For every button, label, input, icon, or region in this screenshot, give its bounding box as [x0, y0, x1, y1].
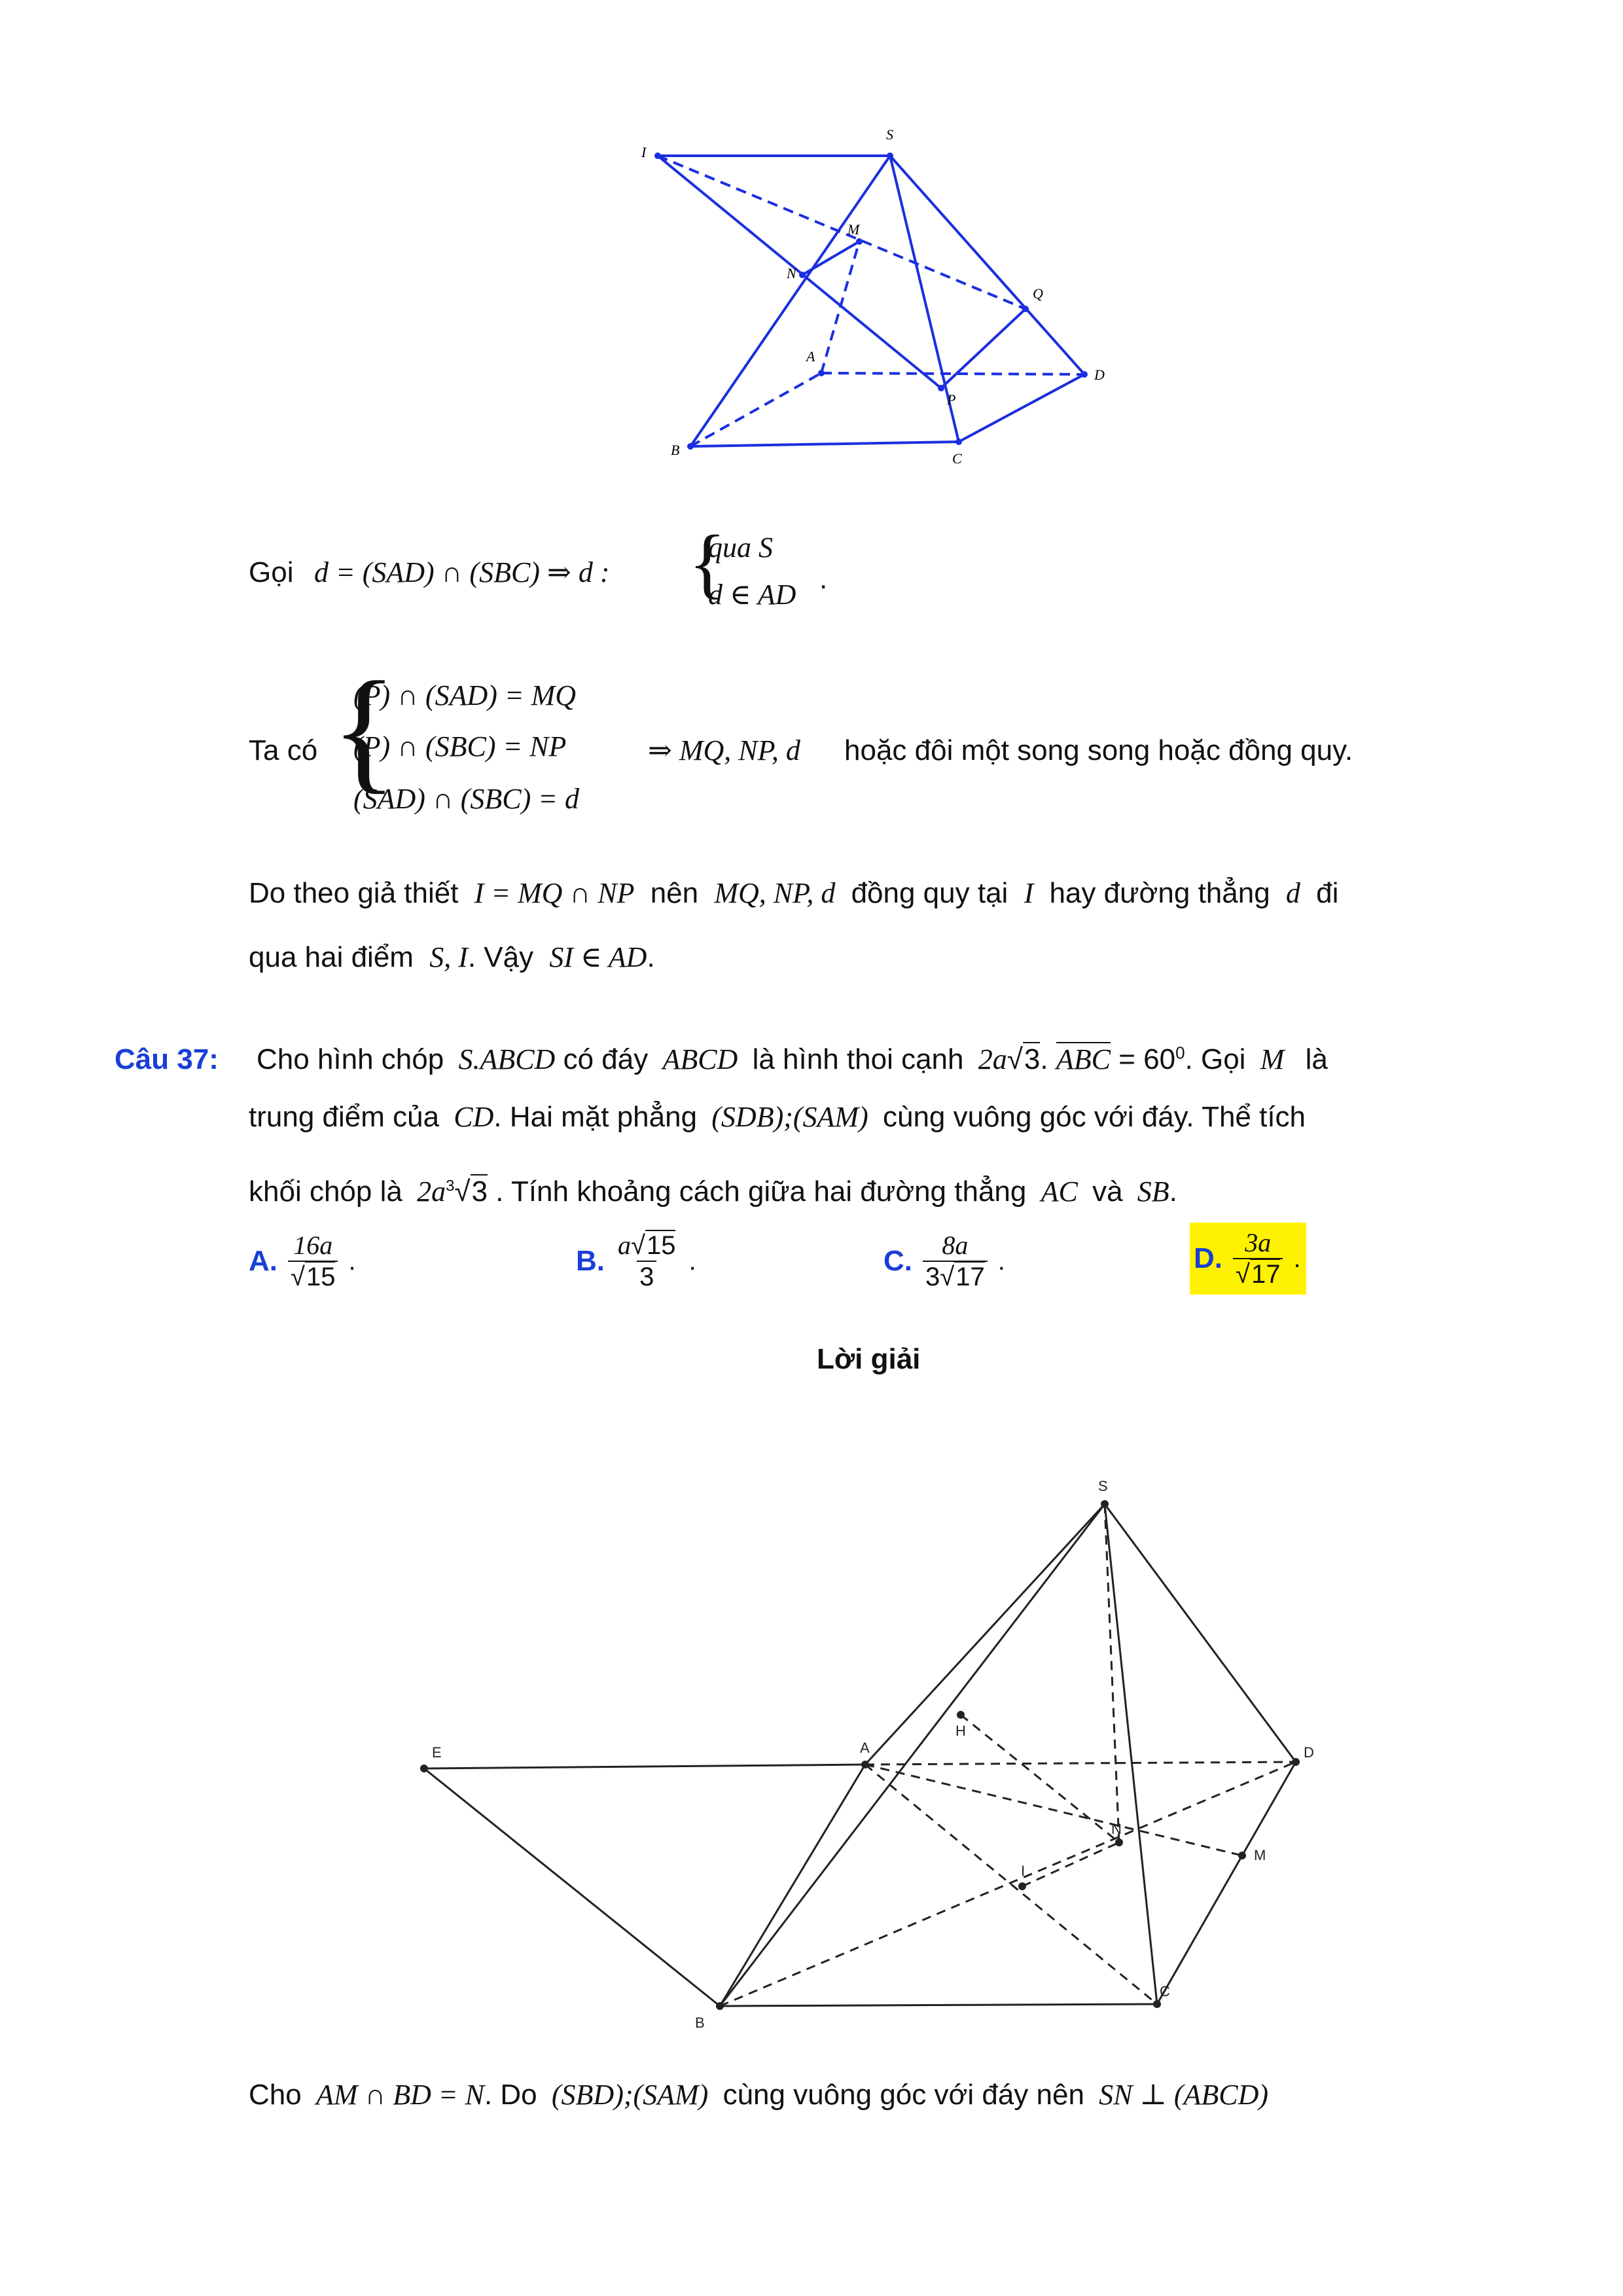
option-c-dot: . — [997, 1247, 1005, 1276]
solution-title: Lời giải — [817, 1343, 921, 1375]
fig2-edge-EA — [424, 1765, 865, 1768]
option-a-den: √15 — [288, 1261, 338, 1292]
step-3-text-2c: . Vậy — [467, 941, 534, 973]
step-2-row-1: (P) ∩ (SAD) = MQ — [353, 679, 577, 711]
q-text-j: = 60 — [1118, 1043, 1176, 1075]
option-d-num: 3a — [1245, 1228, 1272, 1257]
label-D: D — [1094, 367, 1105, 383]
step-3-text-c: nên — [650, 877, 699, 909]
step-2-brace: { — [331, 654, 397, 806]
fig2-edge-AM — [865, 1765, 1242, 1856]
option-a-num: 16a — [293, 1230, 333, 1260]
step-3-text-2e: . — [647, 941, 655, 973]
fig2-edge-EB — [424, 1768, 720, 2006]
option-a-dot: . — [348, 1247, 356, 1276]
step-3-line-2 — [249, 939, 655, 976]
bottom-text-a: Cho — [249, 2079, 302, 2111]
step-3-math-h: d — [1285, 877, 1300, 909]
figure-1-pyramid — [622, 118, 1158, 484]
label-P: P — [947, 391, 956, 408]
q-math-d: ABCD — [662, 1043, 738, 1075]
step-3-math-d: MQ, NP, d — [714, 877, 836, 909]
step-1-brace: { — [688, 519, 726, 606]
option-a-den-rad: 15 — [306, 1263, 336, 1291]
fig2-label-M: M — [1254, 1847, 1266, 1863]
bottom-math-d: (SBD);(SAM) — [551, 2079, 709, 2111]
q-sqrt-sign-2: √ — [454, 1175, 471, 1208]
step-1-prefix: Gọi — [249, 556, 294, 588]
step-1-case-2: d ∈ AD — [708, 579, 796, 611]
option-d-letter: D. — [1194, 1242, 1222, 1274]
step-3-math-2b: S, I — [429, 941, 468, 973]
step-3-text-a: Do theo giả thiết — [249, 877, 459, 909]
step-1-end: . — [819, 563, 828, 595]
option-c-num: 8a — [942, 1230, 969, 1260]
option-a[interactable] — [249, 1230, 356, 1292]
fig2-edge-SB — [720, 1504, 1105, 2006]
fig2-label-D: D — [1304, 1744, 1314, 1761]
q-text-2a: trung điểm của — [249, 1101, 440, 1133]
edge-BA — [690, 373, 821, 446]
step-3-math-b: I = MQ ∩ NP — [474, 877, 635, 909]
step-1-lhs: d = (SAD) ∩ (SBC) ⇒ d : — [314, 556, 610, 588]
edge-IQ — [658, 156, 1026, 309]
step-2-implies: ⇒ MQ, NP, d — [648, 734, 800, 766]
step-2-row-2: (P) ∩ (SBC) = NP — [353, 730, 567, 762]
q-math-3b: 2a — [417, 1175, 446, 1208]
fig2-label-I: I — [1021, 1863, 1026, 1879]
q-text-c: có đáy — [563, 1043, 649, 1075]
fig2-label-B: B — [695, 2015, 705, 2031]
q-text-3i: . — [1169, 1175, 1177, 1208]
option-b-fraction — [615, 1230, 678, 1292]
q-math-m: M — [1260, 1043, 1285, 1075]
q-math-2d: (SDB);(SAM) — [711, 1101, 868, 1133]
q-math-2b: CD — [454, 1101, 494, 1133]
q-sqrt-3d: 3 — [471, 1175, 488, 1208]
q-exp-3c: 3 — [446, 1177, 455, 1195]
step-3-text-i: đi — [1316, 877, 1339, 909]
fig2-label-N: N — [1111, 1821, 1122, 1837]
option-b-num-rad: 15 — [646, 1231, 676, 1260]
fig2-edge-SA — [865, 1504, 1105, 1765]
q-text-2e: cùng vuông góc với đáy. Thể tích — [882, 1101, 1306, 1133]
q-angle-abc: ABC — [1056, 1043, 1111, 1075]
step-3-line-1 — [249, 874, 1338, 912]
label-A: A — [806, 348, 815, 365]
option-b-num-wrap: a√15 — [618, 1230, 676, 1260]
question-line-2 — [249, 1098, 1306, 1136]
bottom-text-c: . Do — [484, 2079, 537, 2111]
figure-2-pyramid — [393, 1460, 1361, 2049]
fig2-label-A: A — [860, 1740, 870, 1756]
q-degree: 0 — [1175, 1043, 1185, 1063]
edge-SD — [890, 156, 1084, 374]
step-3-text-g: hay đường thẳng — [1049, 877, 1270, 909]
step-2-row-3: (SAD) ∩ (SBC) = d — [353, 783, 579, 815]
fig2-edge-CD — [1157, 1762, 1296, 2004]
label-I: I — [641, 144, 647, 160]
option-b-dot: . — [688, 1247, 696, 1276]
q-sqrt-sign: √ — [1007, 1043, 1023, 1075]
option-a-fraction — [288, 1230, 338, 1292]
option-c-fraction — [923, 1230, 988, 1292]
option-d[interactable] — [1190, 1223, 1306, 1295]
q-text-3e: . Tính khoảng cách giữa hai đường thẳng — [495, 1175, 1027, 1208]
option-b-den: 3 — [637, 1261, 656, 1292]
option-c-den: 3√17 — [923, 1261, 988, 1292]
q-text-n: là — [1305, 1043, 1328, 1075]
q-math-f: 2a — [978, 1043, 1007, 1075]
bottom-text-e: cùng vuông góc với đáy nên — [722, 2079, 1084, 2111]
label-N: N — [787, 265, 796, 281]
q-text-e: là hình thoi cạnh — [752, 1043, 964, 1075]
edge-AD — [821, 373, 1084, 374]
option-c-letter: C. — [883, 1245, 912, 1277]
edge-CD — [959, 374, 1084, 442]
fig2-label-E: E — [432, 1744, 442, 1761]
fig2-edge-SN — [1105, 1504, 1119, 1842]
q-text-3g: và — [1092, 1175, 1123, 1208]
option-a-letter: A. — [249, 1245, 277, 1277]
q-math-b: S.ABCD — [458, 1043, 556, 1075]
bottom-math-f: SN ⊥ (ABCD) — [1099, 2079, 1269, 2111]
option-d-den-rad: 17 — [1251, 1260, 1281, 1289]
q-text-3a: khối chóp là — [249, 1175, 402, 1208]
q-text-2c: . Hai mặt phẳng — [493, 1101, 698, 1133]
option-d-den: √17 — [1233, 1258, 1283, 1289]
option-b-num: a — [618, 1230, 631, 1260]
fig2-label-S: S — [1098, 1478, 1108, 1494]
option-c[interactable] — [883, 1230, 1005, 1292]
fig2-edge-AD — [865, 1762, 1296, 1765]
bottom-line — [249, 2076, 1268, 2113]
edge-SB — [690, 156, 890, 446]
q-text-l: . Gọi — [1185, 1043, 1246, 1075]
fig2-edge-AB — [720, 1765, 865, 2006]
label-Q: Q — [1033, 285, 1043, 302]
q-math-3f: AC — [1041, 1175, 1078, 1208]
step-2-prefix: Ta có — [249, 734, 318, 766]
fig2-edge-BC — [720, 2004, 1157, 2006]
fig2-label-C: C — [1160, 1983, 1170, 2000]
fig2-label-H: H — [955, 1723, 966, 1739]
fig2-edge-SD — [1105, 1504, 1296, 1762]
q-text-a: Cho hình chóp — [257, 1043, 444, 1075]
edge-BC — [690, 442, 959, 446]
option-b[interactable] — [576, 1230, 696, 1292]
step-3-math-f: I — [1024, 877, 1034, 909]
label-B: B — [671, 442, 680, 458]
edge-PQ — [941, 309, 1026, 388]
question-number: Câu 37: — [115, 1043, 219, 1075]
fig2-edge-HN — [961, 1715, 1119, 1842]
option-c-den-rad: 17 — [955, 1263, 985, 1291]
step-1-case-1: qua S — [708, 531, 773, 564]
step-3-math-2d: SI ∈ AD — [549, 941, 647, 973]
q-math-3h: SB — [1137, 1175, 1169, 1208]
option-d-dot: . — [1293, 1244, 1301, 1273]
step-2-conclusion: hoặc đôi một song song hoặc đồng quy. — [844, 734, 1353, 766]
fig2-edge-SC — [1105, 1504, 1157, 2004]
q-text-h: . — [1040, 1043, 1048, 1075]
question-line-3 — [249, 1173, 1177, 1210]
step-3-text-e: đồng quy tại — [851, 877, 1008, 909]
option-d-fraction — [1233, 1228, 1283, 1289]
option-c-den-pre: 3 — [925, 1263, 940, 1291]
step-3-text-2a: qua hai điểm — [249, 941, 414, 973]
label-C: C — [952, 450, 962, 467]
fig2-edge-IN — [1022, 1842, 1119, 1886]
label-M: M — [847, 221, 860, 238]
label-S: S — [886, 126, 893, 143]
option-b-letter: B. — [576, 1245, 605, 1277]
bottom-math-b: AM ∩ BD = N — [315, 2079, 484, 2111]
q-sqrt-g: 3 — [1024, 1043, 1041, 1075]
question-line-1 — [257, 1041, 1328, 1078]
